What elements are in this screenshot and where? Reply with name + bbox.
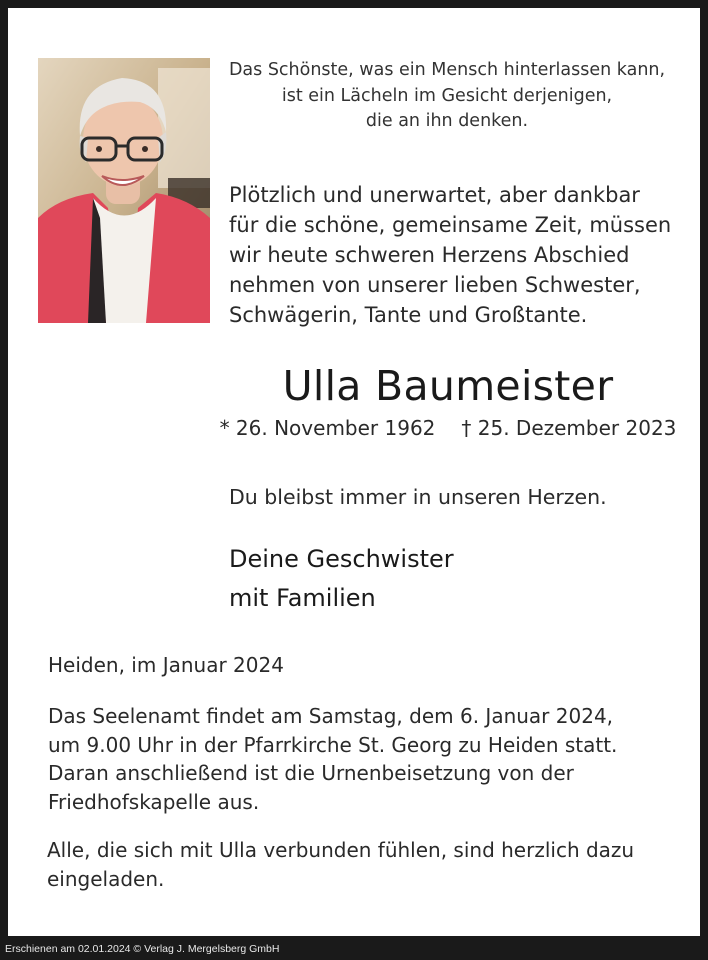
portrait-illustration: [38, 58, 210, 323]
announcement-text: [229, 180, 689, 330]
announcement-line: nehmen von unserer lieben Schwester,: [229, 273, 641, 297]
mourners-signature: [229, 540, 689, 618]
announcement-line: Schwägerin, Tante und Großtante.: [229, 303, 588, 327]
announcement-line: wir heute schweren Herzens Abschied: [229, 243, 630, 267]
obituary-card: [8, 8, 700, 936]
funeral-service-info: [48, 702, 678, 816]
quote-line: ist ein Lächeln im Gesicht derjenigen,: [281, 85, 613, 106]
invitation-line: Alle, die sich mit Ulla verbunden fühlen, sind herzlich dazu: [47, 838, 635, 862]
memorial-quote: [222, 58, 672, 135]
service-line: um 9.00 Uhr in der Pfarrkirche St. Georg zu Heiden statt.: [48, 732, 618, 757]
service-line: Friedhofskapelle aus.: [48, 789, 260, 814]
invitation-text: [47, 836, 677, 893]
service-line: Daran anschließend ist die Urnenbeisetzung von der: [48, 761, 574, 785]
deceased-name: Ulla Baumeister: [282, 362, 614, 410]
service-line: Das Seelenamt findet am Samstag, dem 6. Januar 2024,: [48, 704, 614, 728]
publication-footer: Erschienen am 02.01.2024 © Verlag J. Mergelsberg GmbH: [5, 943, 280, 955]
mourners-line: Deine Geschwister: [229, 545, 454, 573]
birth-date: * 26. November 1962: [219, 416, 436, 440]
announcement-line: Plötzlich und unerwartet, aber dankbar: [229, 183, 640, 207]
mourners-line: mit Familien: [229, 584, 376, 612]
life-dates: [188, 414, 708, 442]
closing-line: Du bleibst immer in unseren Herzen.: [229, 485, 607, 509]
portrait-photo: [38, 58, 210, 323]
invitation-line: eingeladen.: [47, 866, 165, 891]
quote-line: die an ihn denken.: [365, 111, 529, 131]
quote-line: Das Schönste, was ein Mensch hinterlassen kann,: [228, 60, 666, 80]
place-and-date: Heiden, im Januar 2024: [48, 653, 284, 677]
death-date: † 25. Dezember 2023: [461, 416, 677, 440]
announcement-line: für die schöne, gemeinsame Zeit, müssen: [229, 213, 672, 237]
